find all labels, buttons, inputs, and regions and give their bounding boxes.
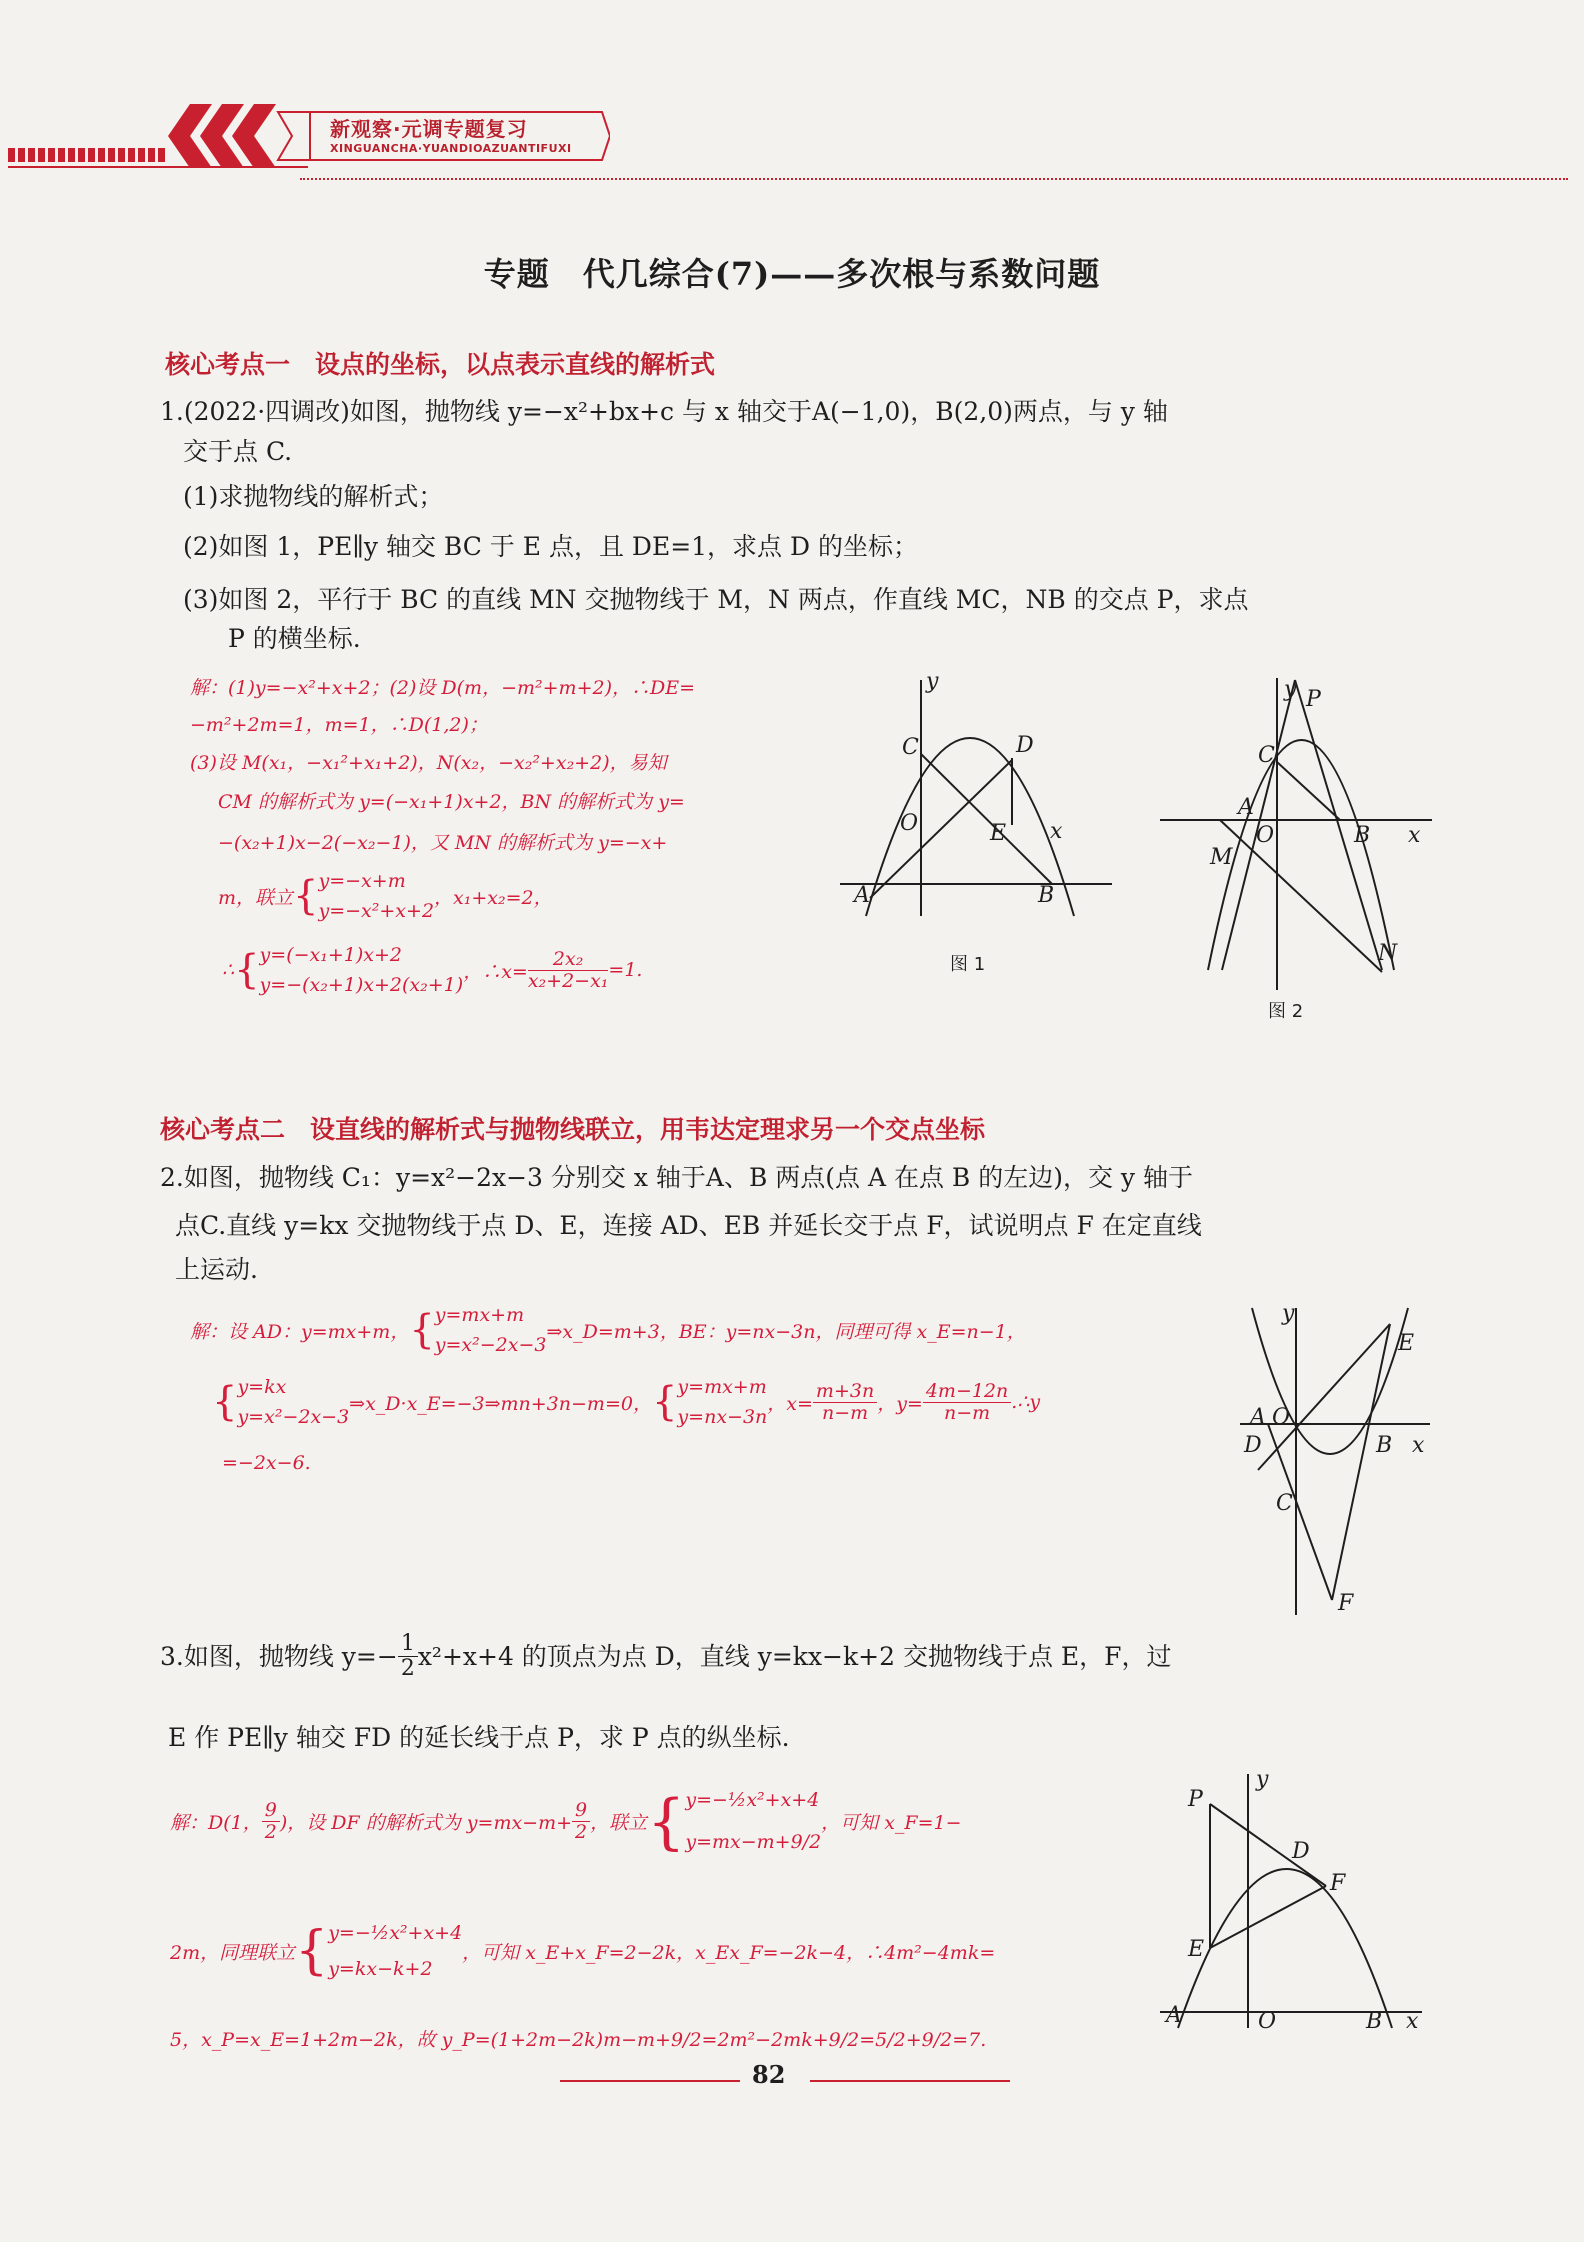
question-1-line: 交于点 C. xyxy=(183,437,293,466)
solution-3-line xyxy=(170,1780,962,1864)
sol-text: ，联立 xyxy=(590,1812,648,1835)
sol-text: ，∴x= xyxy=(463,960,528,983)
denominator: n−m xyxy=(821,1401,869,1424)
sol-text: 解：设 AD：y=mx+m， xyxy=(190,1320,410,1343)
question-3-line: E 作 PE∥y 轴交 FD 的延长线于点 P，求 P 点的纵坐标. xyxy=(168,1723,790,1752)
fig4-label-d: D xyxy=(1292,1839,1310,1864)
question-1-line: (3)如图 2，平行于 BC 的直线 MN 交抛物线于 M，N 两点，作直线 MC，NB 的交点 P，求点 xyxy=(183,585,1249,614)
figure-1-caption: 图 1 xyxy=(950,954,986,975)
brace: { xyxy=(647,1786,686,1857)
question-1-line: P 的横坐标. xyxy=(228,624,361,653)
fig1-label-d: D xyxy=(1016,733,1034,758)
fraction xyxy=(923,1381,1011,1424)
fig1-label-y: y xyxy=(926,670,939,694)
fig1-label-a: A xyxy=(854,883,870,908)
figure-2-graph xyxy=(1160,670,1440,990)
question-1-line: (2)如图 1，PE∥y 轴交 BC 于 E 点，且 DE=1，求点 D 的坐标； xyxy=(183,532,918,561)
brace: { xyxy=(651,1379,678,1426)
brace: { xyxy=(212,1379,238,1426)
sol-text: ∴ xyxy=(222,959,235,982)
question-3-line xyxy=(160,1632,1172,1681)
fig4-label-y: y xyxy=(1256,1770,1269,1792)
q-text: x²+x+4 的顶点为点 D，直线 y=kx−k+2 交抛物线于点 E，F，过 xyxy=(417,1641,1172,1671)
figure-2-caption: 图 2 xyxy=(1268,1001,1304,1022)
solution-1-line: −m²+2m=1，m=1，∴D(1,2)； xyxy=(190,714,488,736)
equation: y=−½x²+x+4 xyxy=(328,1922,463,1944)
sol-text: 2m，同理联立 xyxy=(170,1941,296,1964)
numerator: 1 xyxy=(398,1632,418,1657)
sol-text: ，可知 x_E+x_F=2−2k，x_Ex_F=−2k−4，∴4m²−4mk= xyxy=(462,1941,996,1964)
header-stripes xyxy=(8,148,168,162)
fig3-label-b: B xyxy=(1376,1433,1393,1458)
equation-system xyxy=(685,1780,821,1864)
fraction xyxy=(572,1800,590,1843)
equation: y=−x+m xyxy=(318,870,406,892)
equation: y=mx+m xyxy=(434,1304,525,1326)
question-2-line: 点C.直线 y=kx 交抛物线于点 D、E，连接 AD、EB 并延长交于点 F，试说明点 F 在定直线 xyxy=(175,1211,1202,1240)
fig4-label-f: F xyxy=(1330,1871,1346,1896)
equation: y=mx−m+9/2 xyxy=(685,1830,822,1853)
denominator: 2 xyxy=(264,1821,277,1844)
question-2-line: 上运动. xyxy=(175,1255,258,1284)
fig2-label-b: B xyxy=(1354,823,1371,848)
equation-system xyxy=(237,1372,349,1433)
solution-2-line xyxy=(212,1372,1040,1433)
denominator: x₂+2−x₁ xyxy=(527,969,609,992)
fig4-label-a: A xyxy=(1166,2003,1182,2028)
sol-text: m，联立 xyxy=(218,886,294,909)
header-dotted-line xyxy=(300,178,1568,180)
equation-system xyxy=(677,1372,767,1433)
solution-3-line xyxy=(170,1915,995,1987)
fraction xyxy=(528,949,609,992)
brace: { xyxy=(409,1307,435,1354)
fig3-label-o: O xyxy=(1272,1405,1291,1430)
brace: { xyxy=(295,1921,329,1982)
fig2-label-p: P xyxy=(1306,687,1321,712)
section-heading-2: 核心考点二 设直线的解析式与抛物线联立，用韦达定理求另一个交点坐标 xyxy=(160,1115,986,1144)
equation: y=nx−3n xyxy=(677,1406,768,1429)
equation: y=−x²+x+2 xyxy=(318,900,435,923)
fig1-label-c: C xyxy=(902,735,919,760)
denominator: 2 xyxy=(400,1656,415,1682)
fig2-label-y: y xyxy=(1284,677,1297,702)
fraction xyxy=(398,1632,418,1681)
fig4-label-p: P xyxy=(1188,1787,1203,1812)
equation-system xyxy=(260,940,464,1001)
figure-3-graph xyxy=(1240,1300,1440,1620)
header-title: 新观察·元调专题复习 xyxy=(330,117,528,141)
solution-1-line: −(x₂+1)x−2(−x₂−1)，又 MN 的解析式为 y=−x+ xyxy=(218,832,668,854)
fig4-label-o: O xyxy=(1258,2009,1277,2030)
brace: { xyxy=(234,947,260,994)
sol-text: ，x= xyxy=(767,1392,813,1415)
fig1-label-e: E xyxy=(990,821,1007,846)
fig3-label-c: C xyxy=(1276,1491,1293,1516)
sol-text: 解：D(1， xyxy=(170,1812,262,1835)
question-1-line: 1.(2022·四调改)如图，抛物线 y=−x²+bx+c 与 x 轴交于A(−1,0)，B(2,0)两点，与 y 轴 xyxy=(160,397,1168,426)
fig1-label-b: B xyxy=(1038,883,1055,908)
equation: y=x²−2x−3 xyxy=(434,1334,547,1357)
solution-2-line xyxy=(190,1300,1026,1361)
fig3-label-y: y xyxy=(1282,1301,1295,1326)
equation: y=x²−2x−3 xyxy=(237,1406,350,1429)
numerator: m+3n xyxy=(813,1381,877,1403)
q-text: 3.如图，抛物线 y=− xyxy=(160,1641,398,1671)
fig3-label-e: E xyxy=(1398,1331,1415,1356)
section-heading-1: 核心考点一 设点的坐标，以点表示直线的解析式 xyxy=(165,350,716,379)
equation: y=mx+m xyxy=(677,1376,767,1398)
fig3-label-a: A xyxy=(1250,1405,1266,1430)
solution-1-line: CM 的解析式为 y=(−x₁+1)x+2，BN 的解析式为 y= xyxy=(218,791,685,813)
sol-text: =1. xyxy=(608,959,643,982)
fig1-label-o: O xyxy=(900,811,919,836)
fraction xyxy=(813,1381,877,1424)
page-number: 82 xyxy=(752,2060,786,2089)
header-chevrons-logo xyxy=(160,104,310,168)
fig2-label-m: M xyxy=(1210,845,1233,870)
header-subtitle: XINGUANCHA·YUANDIOAZUANTIFUXI xyxy=(330,142,572,155)
equation-system xyxy=(318,866,434,927)
fig2-label-c: C xyxy=(1258,743,1275,768)
question-2-line: 2.如图，抛物线 C₁：y=x²−2x−3 分别交 x 轴于A、B 两点(点 A 在点 B 的左边)，交 y 轴于 xyxy=(160,1163,1193,1192)
fig4-label-b: B xyxy=(1366,2009,1383,2030)
fig4-label-x: x xyxy=(1406,2009,1419,2030)
solution-1-system xyxy=(218,866,553,927)
fraction xyxy=(262,1800,280,1843)
denominator: n−m xyxy=(943,1401,991,1424)
sol-text: ⇒x_D·x_E=−3⇒mn+3n−m=0， xyxy=(349,1392,652,1415)
equation: y=kx xyxy=(237,1376,287,1398)
sol-text: ，x₁+x₂=2， xyxy=(434,886,553,909)
fig3-label-f: F xyxy=(1338,1591,1354,1616)
numerator: 4m−12n xyxy=(923,1381,1011,1403)
equation-system xyxy=(435,1300,547,1361)
solution-1-line: (3)设 M(x₁，−x₁²+x₁+2)，N(x₂，−x₂²+x₂+2)，易知 xyxy=(190,752,667,774)
page-title: 专题 代几综合(7)——多次根与系数问题 xyxy=(483,255,1101,293)
solution-1-system xyxy=(222,940,642,1001)
equation: y=kx−k+2 xyxy=(328,1958,433,1981)
equation-system xyxy=(328,1915,462,1987)
fig3-label-d: D xyxy=(1244,1433,1262,1458)
footer-line-right xyxy=(810,2080,1010,2082)
fig2-label-a: A xyxy=(1238,795,1254,820)
solution-1-line: 解：(1)y=−x²+x+2；(2)设 D(m，−m²+m+2)，∴DE= xyxy=(190,677,696,699)
equation: y=(−x₁+1)x+2 xyxy=(259,944,403,966)
figure-4-graph xyxy=(1160,1770,1430,2030)
equation: y=−½x²+x+4 xyxy=(685,1789,820,1811)
solution-2-line: =−2x−6. xyxy=(222,1452,311,1474)
fig2-label-n: N xyxy=(1378,941,1398,966)
fig1-label-x: x xyxy=(1050,819,1063,844)
numerator: 9 xyxy=(572,1800,590,1822)
figure-1-graph xyxy=(840,670,1120,920)
footer-line-left xyxy=(560,2080,740,2082)
numerator: 2x₂ xyxy=(528,949,609,971)
sol-text: ，y= xyxy=(877,1392,923,1415)
solution-3-line: 5，x_P=x_E=1+2m−2k，故 y_P=(1+2m−2k)m−m+9/2=2m²−2mk+9/2=5/2+9/2=7. xyxy=(170,2029,987,2051)
sol-text: )，设 DF 的解析式为 y=mx−m+ xyxy=(279,1812,573,1835)
fig3-label-x: x xyxy=(1412,1433,1425,1458)
sol-text: ⇒x_D=m+3，BE：y=nx−3n，同理可得 x_E=n−1， xyxy=(546,1320,1026,1343)
fig2-label-x: x xyxy=(1408,823,1421,848)
brace: { xyxy=(293,873,319,920)
numerator: 9 xyxy=(262,1800,280,1822)
fig4-label-e: E xyxy=(1188,1937,1205,1962)
sol-text: .∴y xyxy=(1011,1391,1041,1414)
question-1-line: (1)求抛物线的解析式； xyxy=(183,482,444,511)
sol-text: ，可知 x_F=1− xyxy=(821,1812,962,1835)
equation: y=−(x₂+1)x+2(x₂+1) xyxy=(259,974,464,997)
fig2-label-o: O xyxy=(1256,823,1275,848)
denominator: 2 xyxy=(575,1821,588,1844)
